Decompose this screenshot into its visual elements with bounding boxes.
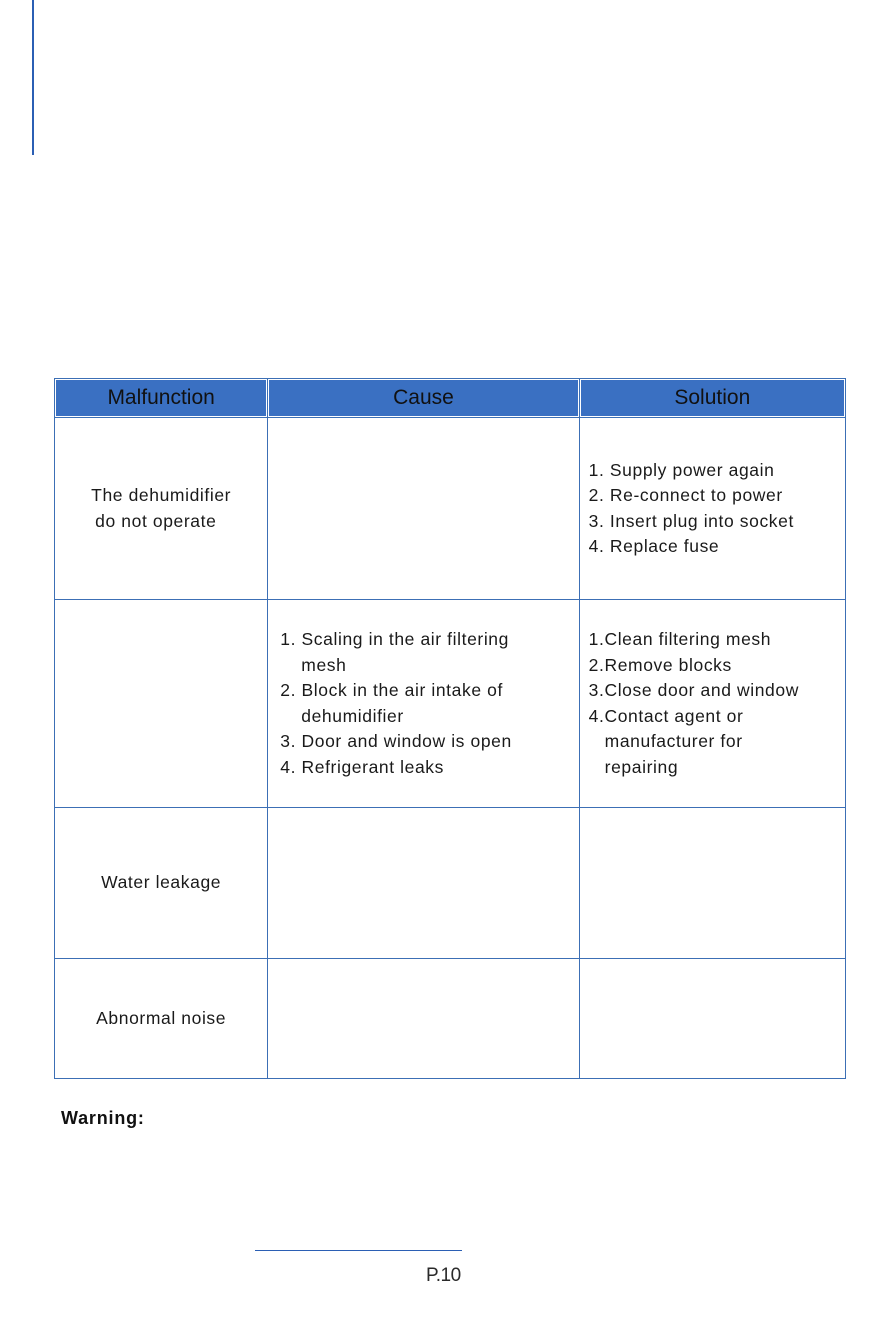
solution-cell	[579, 808, 845, 959]
list-item-continuation: dehumidifier	[301, 705, 404, 726]
list-item-continuation: repairing	[604, 756, 679, 777]
list-item: 4. Replace fuse	[588, 536, 720, 556]
solution-list	[589, 627, 845, 780]
table-row	[55, 418, 846, 600]
list-item: 2.Remove blocks	[588, 654, 732, 675]
header-malfunction: Malfunction	[55, 379, 268, 418]
malfunction-cell	[55, 808, 268, 959]
list-item-continuation: mesh	[301, 654, 347, 675]
side-accent-bar	[32, 0, 34, 155]
list-item: 1.Clean filtering mesh	[588, 629, 772, 649]
malfunction-cell	[55, 600, 268, 808]
table-row	[55, 600, 846, 808]
list-item-text: 4.Contact agent or	[588, 705, 744, 726]
list-item	[589, 704, 845, 781]
cause-cell	[268, 808, 579, 959]
malfunction-text-line: The dehumidifier	[91, 485, 232, 505]
solution-cell	[579, 600, 845, 808]
troubleshooting-table	[54, 378, 846, 1079]
list-item: 1. Supply power again	[588, 459, 775, 480]
table-row	[55, 808, 846, 959]
table-header-row	[55, 379, 846, 418]
malfunction-text-line: Abnormal noise	[96, 1007, 227, 1028]
list-item: 2. Re-connect to power	[588, 485, 783, 505]
cause-list	[277, 627, 578, 780]
cause-cell	[268, 418, 579, 600]
list-item-text: 2. Block in the air intake of	[280, 680, 503, 700]
malfunction-cell	[55, 959, 268, 1079]
header-solution: Solution	[579, 379, 845, 418]
footer-rule	[255, 1250, 462, 1251]
solution-cell	[579, 959, 845, 1079]
warning-label: Warning:	[61, 1108, 145, 1128]
malfunction-text-line: do not operate	[95, 510, 217, 531]
solution-cell	[579, 418, 845, 600]
list-item-text: 1. Scaling in the air filtering	[280, 629, 509, 649]
list-item: 4. Refrigerant leaks	[280, 756, 445, 777]
solution-list	[589, 458, 845, 560]
list-item	[280, 678, 578, 729]
list-item: 3. Door and window is open	[280, 731, 512, 751]
page-number: P.10	[426, 1265, 461, 1286]
cause-cell	[268, 959, 579, 1079]
header-cause: Cause	[268, 379, 579, 418]
malfunction-cell	[55, 418, 268, 600]
list-item: 3.Close door and window	[588, 680, 799, 700]
cause-cell	[268, 600, 579, 808]
list-item: 3. Insert plug into socket	[588, 510, 794, 531]
list-item-continuation: manufacturer for	[604, 731, 743, 751]
list-item	[280, 627, 578, 678]
table-row	[55, 959, 846, 1079]
malfunction-text-line: Water leakage	[101, 872, 222, 893]
